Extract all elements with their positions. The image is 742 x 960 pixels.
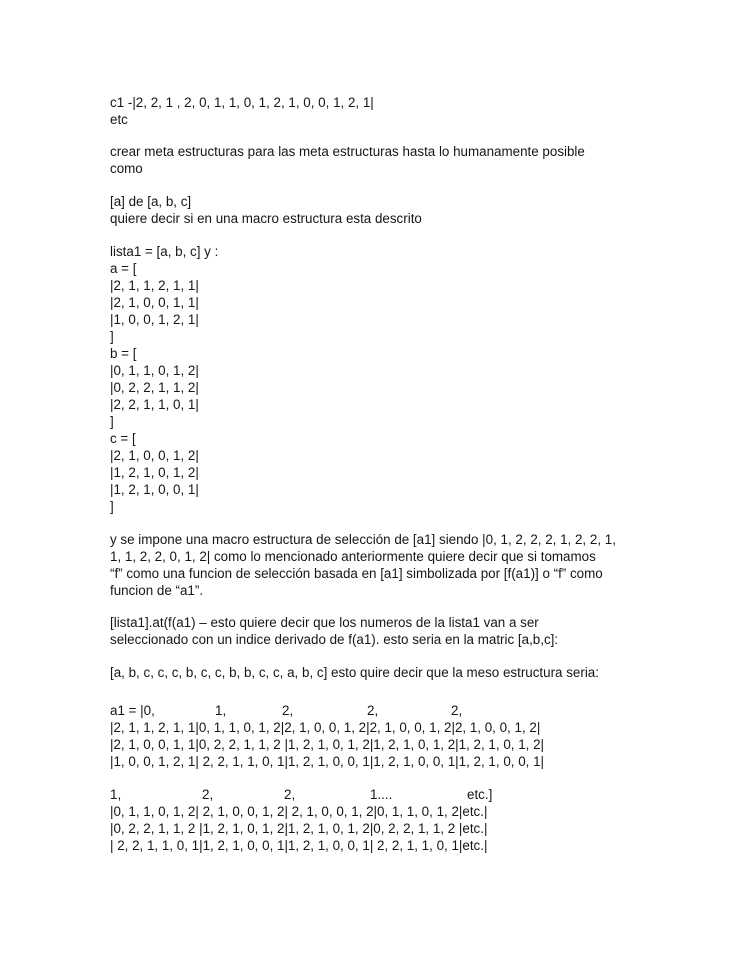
block1-row: |2, 1, 1, 2, 1, 1|0, 1, 1, 0, 1, 2|2, 1, 0, 0, 1, 2|2, 1, 0, 0, 1, 2|2, 1, 0, 0, 1, 2| xyxy=(110,720,541,735)
meso-block-2 xyxy=(110,786,493,854)
block2-header: 2, xyxy=(202,787,214,802)
meso-block-1 xyxy=(110,702,544,770)
block1-header: 2, xyxy=(451,703,463,718)
abc-def-line-1: [a] de [a, b, c] xyxy=(110,194,192,209)
b-row: |0, 1, 1, 0, 1, 2| xyxy=(110,363,199,378)
block2-header: 1.... xyxy=(370,787,393,802)
a-row: |1, 0, 0, 1, 2, 1| xyxy=(110,312,199,327)
block1-header: a1 = |0, xyxy=(110,703,155,718)
block2-header-row xyxy=(110,786,493,803)
para3-line: [a, b, c, c, c, b, c, c, b, b, c, c, a, b, c] esto quire decir que la meso estructura seria: xyxy=(110,665,599,680)
c-open: c = [ xyxy=(110,431,136,446)
b-row: |2, 2, 1, 1, 0, 1| xyxy=(110,397,199,412)
block2-row: |0, 1, 1, 0, 1, 2| 2, 1, 0, 0, 1, 2| 2, 1, 0, 0, 1, 2|0, 1, 1, 0, 1, 2|etc.| xyxy=(110,804,488,819)
a-row: |2, 1, 0, 0, 1, 1| xyxy=(110,295,199,310)
lista-header: lista1 = [a, b, c] y : xyxy=(110,244,219,259)
c-row: |2, 1, 0, 0, 1, 2| xyxy=(110,448,199,463)
block1-header-row xyxy=(110,702,544,719)
etc-line: etc xyxy=(110,112,128,127)
block2-header: 1, xyxy=(110,787,122,802)
block2-row: | 2, 2, 1, 1, 0, 1|1, 2, 1, 0, 0, 1|1, 2, 1, 0, 0, 1| 2, 2, 1, 1, 0, 1|etc.| xyxy=(110,838,488,853)
para1-line: y se impone una macro estructura de selección de [a1] siendo |0, 1, 2, 2, 2, 1, 2, 2, 1, xyxy=(110,532,616,547)
a-close: ] xyxy=(110,329,114,344)
block1-header: 2, xyxy=(367,703,379,718)
c-row: |1, 2, 1, 0, 0, 1| xyxy=(110,482,199,497)
para1-line: 1, 1, 2, 2, 0, 1, 2| como lo mencionado anteriormente quiere decir que si tomamos xyxy=(110,549,596,564)
block1-row: |2, 1, 0, 0, 1, 1|0, 2, 2, 1, 1, 2 |1, 2, 1, 0, 1, 2|1, 2, 1, 0, 1, 2|1, 2, 1, 0, 1, 2| xyxy=(110,737,545,752)
block2-header: 2, xyxy=(284,787,296,802)
block1-row: |1, 0, 0, 1, 2, 1| 2, 2, 1, 1, 0, 1|1, 2, 1, 0, 0, 1|1, 2, 1, 0, 0, 1|1, 2, 1, 0, 0, 1| xyxy=(110,754,545,769)
para2-line: [lista1].at(f(a1) – esto quiere decir que los numeros de la lista1 van a ser xyxy=(110,615,539,630)
block1-header: 1, xyxy=(215,703,227,718)
abc-def-line-2: quiere decir si en una macro estructura esta descrito xyxy=(110,211,422,226)
b-row: |0, 2, 2, 1, 1, 2| xyxy=(110,380,199,395)
block2-header: etc.] xyxy=(467,787,493,802)
meta-line-1: crear meta estructuras para las meta estructuras hasta lo humanamente posible xyxy=(110,144,585,159)
c1-line: c1 -|2, 2, 1 , 2, 0, 1, 1, 0, 1, 2, 1, 0, 0, 1, 2, 1| xyxy=(110,95,374,110)
b-open: b = [ xyxy=(110,346,137,361)
para2-line: seleccionado con un indice derivado de f(a1). esto seria en la matric [a,b,c]: xyxy=(110,632,559,647)
meta-line-2: como xyxy=(110,161,143,176)
c-close: ] xyxy=(110,499,114,514)
para1-line: funcion de “a1”. xyxy=(110,583,204,598)
a-open: a = [ xyxy=(110,261,137,276)
para1-line: “f” como una funcion de selección basada en [a1] simbolizada por [f(a1)] o “f” como xyxy=(110,566,603,581)
a-row: |2, 1, 1, 2, 1, 1| xyxy=(110,278,199,293)
b-close: ] xyxy=(110,414,114,429)
block1-header: 2, xyxy=(282,703,294,718)
block2-row: |0, 2, 2, 1, 1, 2 |1, 2, 1, 0, 1, 2|1, 2, 1, 0, 1, 2|0, 2, 2, 1, 1, 2 |etc.| xyxy=(110,821,488,836)
c-row: |1, 2, 1, 0, 1, 2| xyxy=(110,465,199,480)
